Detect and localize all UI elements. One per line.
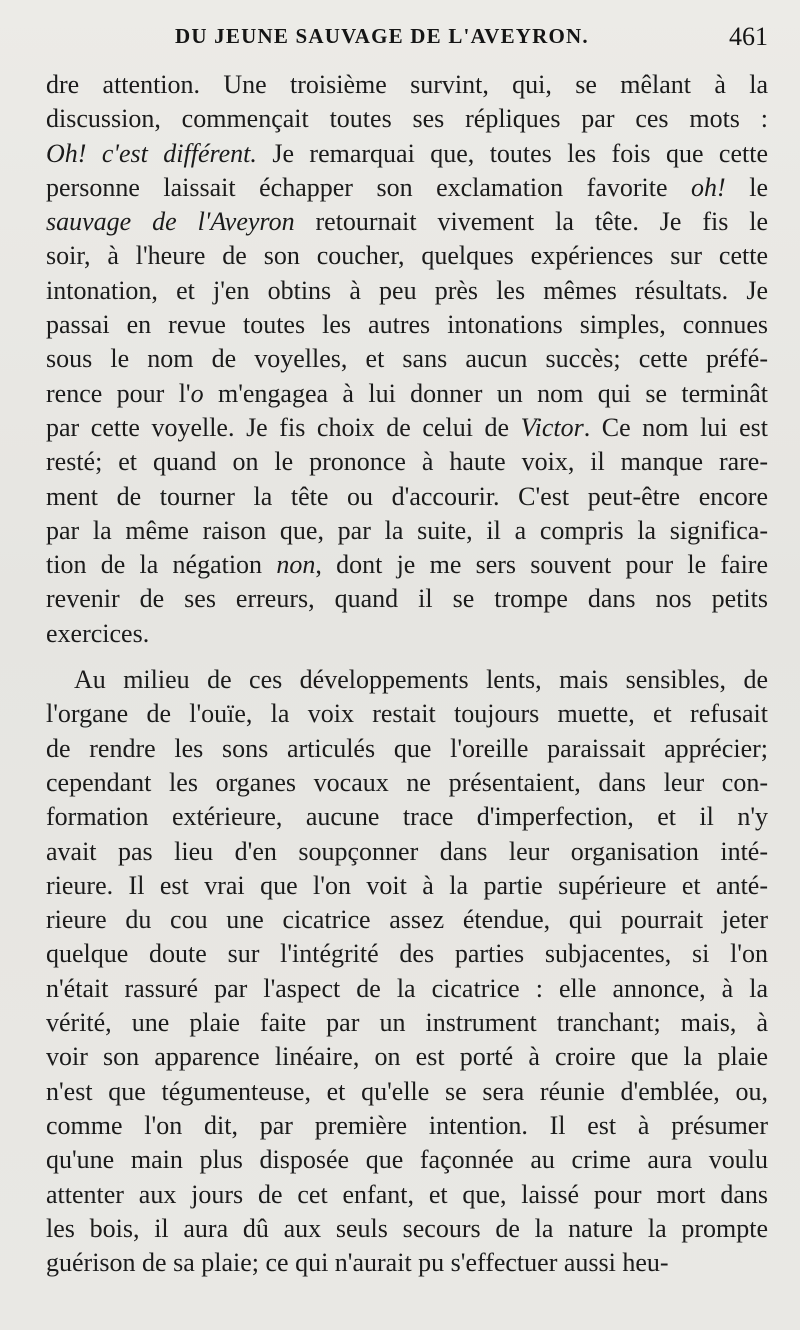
text-line [46,617,768,651]
text-line [46,800,768,834]
text-line [46,766,768,800]
text-line [46,1212,768,1246]
text-run: dre attention. Une troisième survint, qui, se mêlant à la [46,70,768,99]
text-run: cependant les organes vocaux ne présentaient, dans leur con- [46,767,768,797]
italic-text: Oh! c'est différent. [46,138,257,168]
text-line [46,732,768,766]
page-header [0,18,800,62]
text-run: voir son apparence linéaire, on est porté à croire que la plaie [46,1042,768,1072]
text-line [46,514,768,548]
text-run: vérité, une plaie faite par un instrument tranchant; mais, à [46,1008,768,1038]
text-run: par la même raison que, par la suite, il a compris la significa- [46,515,768,545]
text-line [46,274,768,308]
text-run: intonation, et j'en obtins à peu près les mêmes résultats. Je [46,275,768,305]
text-run: exercices. [46,618,150,648]
text-line [46,937,768,971]
text-run: discussion, commençait toutes ses répliques par ces mots : [46,104,768,134]
text-run: rence pour l' [46,378,191,408]
text-line [46,480,768,514]
italic-text: Victor [520,412,584,442]
body-text [46,68,768,1280]
text-run: de rendre les sons articulés que l'oreille paraissait apprécier; [46,733,768,763]
text-line [46,972,768,1006]
text-run: n'était rassuré par l'aspect de la cicatrice : elle annonce, à la [46,973,768,1003]
text-line [46,377,768,411]
text-line [46,1109,768,1143]
text-line [46,239,768,273]
text-run: , dont je me sers souvent pour le faire [315,550,768,580]
text-run: resté; et quand on le prononce à haute voix, il manque rare- [46,447,768,477]
text-run: le [725,172,768,202]
text-run: les bois, il aura dû aux seuls secours de la nature la prompte [46,1213,768,1243]
italic-text: sauvage de l'Aveyron [46,207,295,237]
text-line [46,1143,768,1177]
text-line [46,1246,768,1280]
text-run: qu'une main plus disposée que façonnée au crime aura voulu [46,1145,768,1175]
running-head: DU JEUNE SAUVAGE DE L'AVEYRON. [175,24,589,48]
text-run: retournait vivement la tête. Je fis le [294,207,768,237]
text-line [46,1075,768,1109]
text-line [46,869,768,903]
text-run: quelque doute sur l'intégrité des parties subjacentes, si l'on [46,939,768,969]
text-run: rieure. Il est vrai que l'on voit à la partie supérieure et anté- [46,870,768,900]
text-line [46,1040,768,1074]
text-run: personne laissait échapper son exclamation favorite [46,172,692,202]
text-line [46,582,768,616]
text-line [46,308,768,342]
page-number: 461 [729,22,768,51]
text-line [46,663,768,697]
text-run: attenter aux jours de cet enfant, et que, laissé pour mort dans [46,1179,768,1209]
text-run: n'est que tégumenteuse, et qu'elle se sera réunie d'emblée, ou, [46,1076,768,1106]
text-line [46,548,768,582]
text-line [46,445,768,479]
text-line [46,411,768,445]
text-line [46,68,768,102]
text-line [46,102,768,136]
text-run: Je remarquai que, toutes les fois que cette [256,138,768,168]
text-line [46,697,768,731]
text-run: . Ce nom lui est [583,412,768,442]
text-line [46,205,768,239]
text-run: guérison de sa plaie; ce qui n'aurait pu s'effectuer aussi heu- [46,1248,669,1278]
text-line [46,171,768,205]
text-line [46,1006,768,1040]
text-run: passai en revue toutes les autres intonations simples, connues [46,310,768,340]
text-run: rieure du cou une cicatrice assez étendue, qui pourrait jeter [46,905,768,935]
text-line [46,835,768,869]
text-line [46,342,768,376]
text-run: avait pas lieu d'en soupçonner dans leur organisation inté- [46,836,768,866]
text-line [46,903,768,937]
text-run: ment de tourner la tête ou d'accourir. C'est peut-être encore [46,481,768,511]
paragraph-gap [46,651,768,663]
text-run: Au milieu de ces développements lents, mais sensibles, de [74,665,768,695]
text-run: comme l'on dit, par première intention. Il est à présumer [46,1110,768,1140]
text-run: sous le nom de voyelles, et sans aucun succès; cette préfé- [46,344,768,374]
text-run: soir, à l'heure de son coucher, quelques expériences sur cette [46,241,768,271]
text-line [46,137,768,171]
text-run: formation extérieure, aucune trace d'imperfection, et il n'y [46,802,768,832]
italic-text: o [190,378,204,408]
text-run: m'engagea à lui donner un nom qui se terminât [203,378,768,408]
text-run: par cette voyelle. Je fis choix de celui de [46,412,521,442]
text-line [46,1178,768,1212]
italic-text: oh! [691,172,726,202]
text-run: l'organe de l'ouïe, la voix restait toujours muette, et refusait [46,699,768,729]
text-run: revenir de ses erreurs, quand il se trompe dans nos petits [46,584,768,614]
italic-text: non [276,550,316,580]
text-run: tion de la négation [46,550,277,580]
